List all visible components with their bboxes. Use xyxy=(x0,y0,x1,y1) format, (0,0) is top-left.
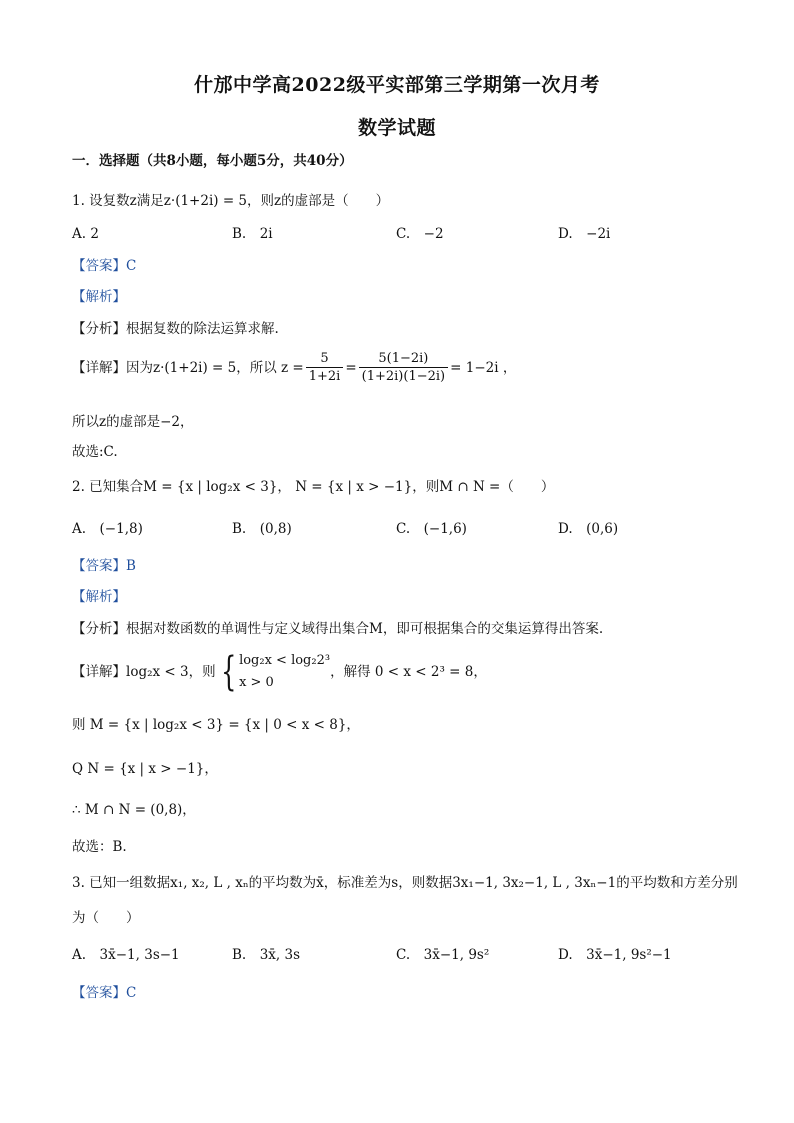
q1-detail-suffix: = 1−2i ， xyxy=(450,359,517,376)
q3-option-c: C. 3x̄−1, 9s² xyxy=(396,947,490,963)
q1-option-a: A. 2 xyxy=(72,226,99,242)
q1-equals: = xyxy=(345,359,357,376)
q2-system-line-1: log₂x < log₂2³ xyxy=(239,653,331,668)
left-brace: { xyxy=(220,649,236,695)
q3-option-d: D. 3x̄−1, 9s²−1 xyxy=(558,947,672,963)
exam-title: 什邡中学高2022级平实部第三学期第一次月考 xyxy=(194,74,600,96)
q2-inequality-system xyxy=(239,650,330,694)
q1-option-d: D. −2i xyxy=(558,226,611,242)
q1-answer: 【答案】C xyxy=(72,258,137,274)
q3-stem: 3. 已知一组数据x₁, x₂, L , xₙ的平均数为x̄，标准差为s，则数据3x₁−1, 3x₂−1, L , 3xₙ−1的平均数和方差分别 xyxy=(72,875,738,891)
q1-frac2-numerator: 5(1−2i) xyxy=(359,350,448,368)
q1-fenxi: 【分析】根据复数的除法运算求解. xyxy=(72,321,279,337)
q2-analysis-label: 【解析】 xyxy=(72,589,126,605)
q1-analysis-label: 【解析】 xyxy=(72,289,126,305)
q2-option-d: D. (0,6) xyxy=(558,521,619,537)
q3-stem-continued: 为（ ） xyxy=(72,910,140,926)
q2-stem: 2. 已知集合M = {x | log₂x < 3}， N = {x | x > −1}，则M ∩ N =（ ） xyxy=(72,479,555,495)
q2-set-m-line: 则 M = {x | log₂x < 3} = {x | 0 < x < 8}， xyxy=(72,717,360,733)
q2-fenxi: 【分析】根据对数函数的单调性与定义域得出集合M，即可根据集合的交集运算得出答案. xyxy=(72,621,604,637)
q3-option-b: B. 3x̄, 3s xyxy=(232,947,301,963)
exam-subtitle: 数学试题 xyxy=(357,117,436,139)
q1-detail xyxy=(72,350,516,385)
q2-set-n-line: Q N = {x | x > −1}， xyxy=(72,761,218,777)
q1-choose: 故选:C. xyxy=(72,444,118,460)
q2-option-c: C. (−1,6) xyxy=(396,521,467,537)
q1-frac1-numerator: 5 xyxy=(306,350,344,368)
q3-answer: 【答案】C xyxy=(72,985,137,1001)
section-heading: 一．选择题（共8小题，每小题5分，共40分） xyxy=(72,153,353,169)
q1-fraction-2 xyxy=(359,350,448,385)
q1-fraction-1 xyxy=(306,350,344,385)
q2-detail xyxy=(72,650,487,694)
q1-frac2-denominator: (1+2i)(1−2i) xyxy=(361,369,446,384)
q1-frac1-denominator: 1+2i xyxy=(308,369,341,384)
q1-option-b: B. 2i xyxy=(232,226,273,242)
q2-detail-suffix: ，解得 0 < x < 2³ = 8， xyxy=(330,664,487,680)
q2-option-a: A. (−1,8) xyxy=(72,521,143,537)
q2-answer: 【答案】B xyxy=(72,558,136,574)
q2-system-line-2: x > 0 xyxy=(239,675,274,690)
q2-detail-prefix: 【详解】log₂x < 3，则 xyxy=(72,664,216,680)
q2-intersection-line: ∴ M ∩ N = (0,8)， xyxy=(72,802,196,818)
q2-choose: 故选：B. xyxy=(72,839,127,855)
q1-detail-prefix: 【详解】因为z·(1+2i) = 5，所以 z = xyxy=(72,359,304,376)
q1-imag-part-line: 所以z的虚部是−2， xyxy=(72,414,194,430)
q3-option-a: A. 3x̄−1, 3s−1 xyxy=(72,947,180,963)
q2-option-b: B. (0,8) xyxy=(232,521,292,537)
q1-option-c: C. −2 xyxy=(396,226,444,242)
q1-stem: 1. 设复数z满足z·(1+2i) = 5，则z的虚部是（ ） xyxy=(72,193,390,209)
